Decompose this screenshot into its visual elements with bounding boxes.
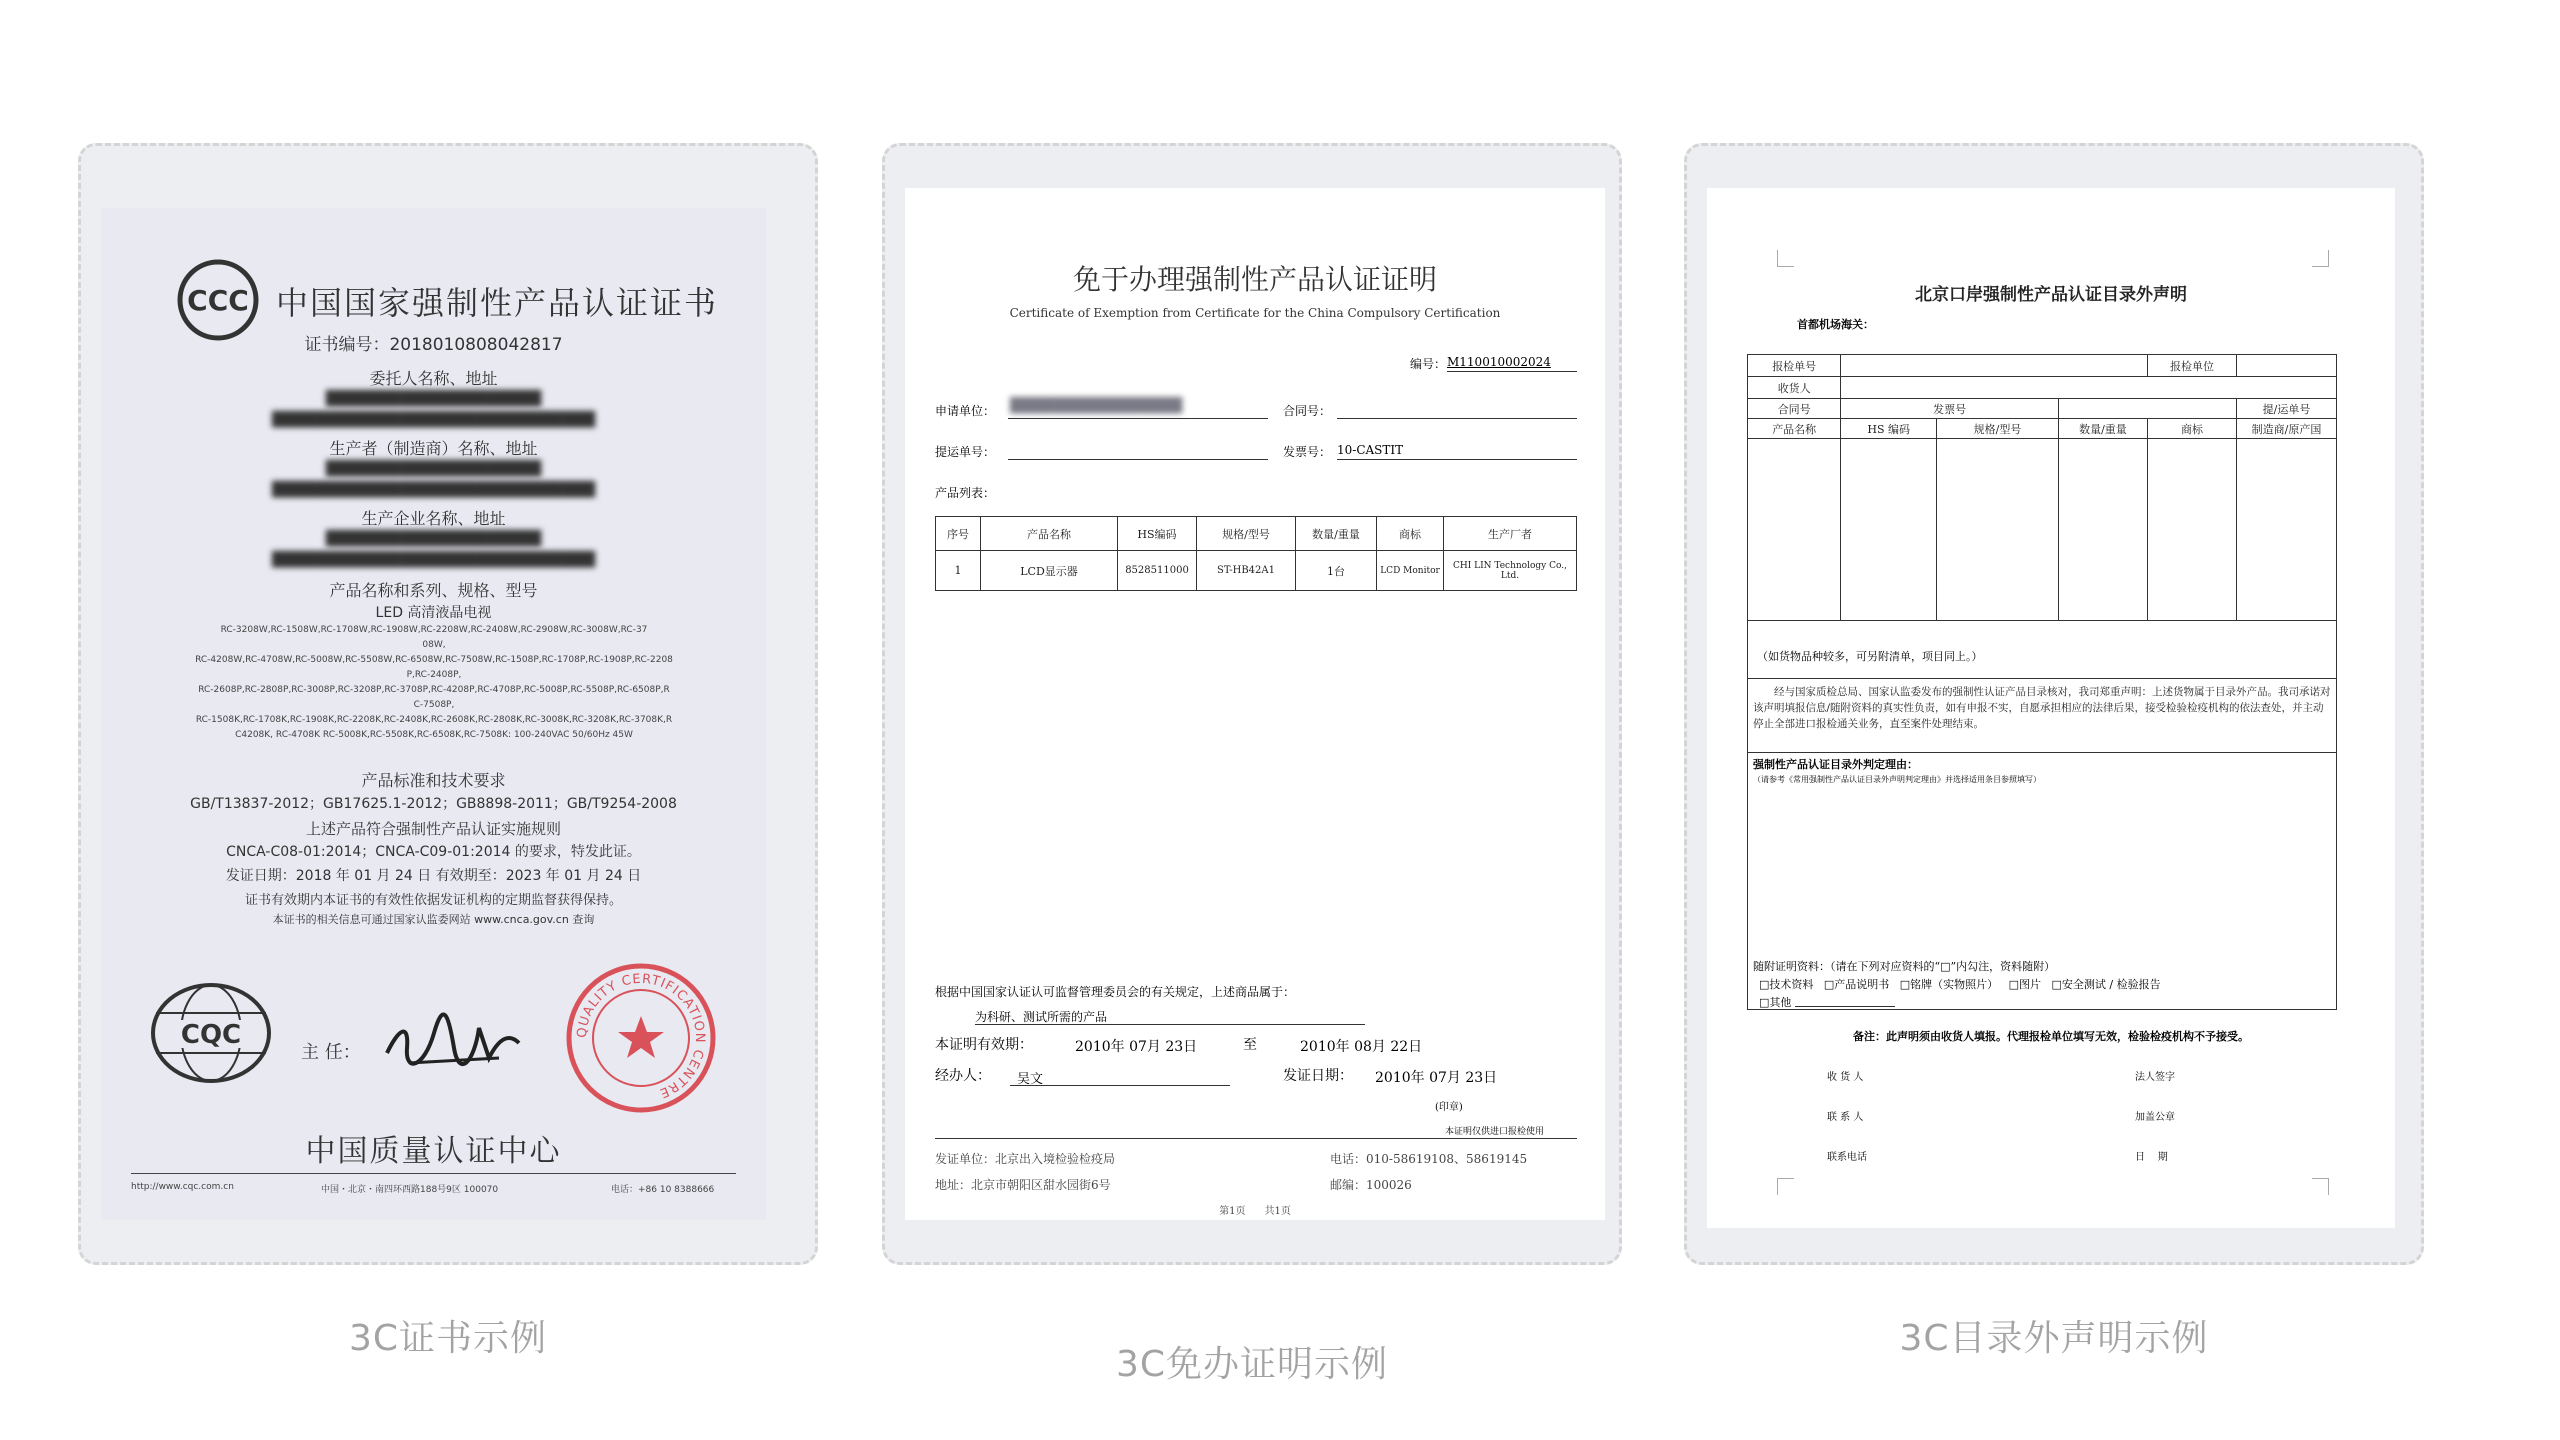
table-cell [1936, 439, 2058, 621]
declaration-text: 经与国家质检总局、国家认监委发布的强制性认证产品目录核对，我司郑重声明：上述货物属于目录外产品。我司承诺对该声明填报信息/随附资料的真实性负责，如有申报不实，自愿承担相应的法律后果，接受检验检疫机构的依法查处，并主动停止全部进口报检通关业务，直至案件处理结束。 [1753, 686, 2331, 730]
crop-mark [1777, 250, 1794, 267]
invoice-value: 10-CASTIT [1337, 443, 1404, 457]
product-models [169, 623, 699, 743]
blurred-applicant: ████████████████████ [325, 391, 542, 407]
table-cell [1841, 377, 2337, 399]
table-cell [2058, 439, 2147, 621]
sign-right-1: 法人签字 [2135, 1072, 2175, 1083]
attach-title: 随附证明资料：（请在下列对应资料的“□”内勾注，资料随附） [1753, 960, 2056, 973]
product-label: 产品名称和系列、规格、型号 [329, 581, 538, 600]
exemption-subtitle: Certificate of Exemption from Certificate for the China Compulsory Certification [1009, 306, 1501, 320]
standards: GB/T13837-2012；GB17625.1-2012；GB8898-2011；GB/T9254-2008 [190, 796, 677, 812]
section-rule [1747, 752, 2337, 753]
crop-mark [2312, 1178, 2329, 1195]
blurred-manufacturer-address: ██████████████████████████████ [272, 482, 595, 498]
table-cell: 收货人 [1748, 377, 1841, 399]
product-model-line: RC-1508K,RC-1708K,RC-1908K,RC-2208K,RC-2408K,RC-2608K,RC-2808K,RC-3008K,RC-3208K,RC-3708K,R [195, 715, 673, 725]
addressee: 首都机场海关： [1797, 318, 1874, 331]
table-cell: 报检单位 [2147, 355, 2236, 377]
basis-text: 根据中国国家认证认可监督管理委员会的有关规定，上述商品属于： [935, 985, 1296, 999]
attach-other-underline [1795, 1006, 1895, 1007]
table-row [1748, 355, 2337, 377]
table-header-cell: 商标 [1377, 517, 1444, 551]
table-header-cell: 序号 [936, 517, 981, 551]
caption-3c-declaration: 3C目录外声明示例 [1899, 1318, 2209, 1359]
table-header-cell: 生产厂者 [1444, 517, 1577, 551]
handler-value: 吴文 [1017, 1072, 1044, 1087]
attach-items: □技术资料 □产品说明书 □铭牌（实物照片） □图片 □安全测试 / 检验报告 [1759, 978, 2161, 991]
table-header-cell: 数量/重量 [1296, 517, 1377, 551]
invoice-underline [1337, 459, 1577, 460]
table-header-cell: 规格/型号 [1197, 517, 1296, 551]
footer-rule [131, 1173, 736, 1174]
blurred-manufacturer: ████████████████████ [325, 461, 542, 477]
reason-note: （请参考《常用强制性产品认证目录外声明判定理由》并选择适用条目参照填写） [1753, 775, 2041, 784]
serial-underline [1447, 371, 1577, 372]
product-list-label: 产品列表： [935, 486, 996, 500]
contract-underline [1337, 418, 1577, 419]
table-row [936, 551, 1577, 591]
table-row [1748, 399, 2337, 419]
table-cell: LCD显示器 [981, 551, 1118, 591]
table-header-row [936, 517, 1577, 551]
table-cell: 发票号 [1841, 399, 2059, 419]
handler-label: 经办人： [935, 1068, 991, 1084]
exemption-certificate-image [905, 188, 1605, 1220]
crop-mark [1777, 1178, 1794, 1195]
table-cell [2058, 399, 2236, 419]
example-card-3c-exemption [882, 143, 1622, 1265]
serial-value: M110010002024 [1447, 355, 1551, 369]
footer-address: 中国・北京・南四环西路188号9区 100070 [321, 1185, 499, 1195]
query-note: 本证书的相关信息可通过国家认监委网站 www.cnca.gov.cn 查询 [272, 913, 595, 926]
factory-label: 生产企业名称、地址 [361, 509, 506, 528]
sign-right-3: 日 期 [2135, 1152, 2168, 1163]
crop-mark [2312, 250, 2329, 267]
product-model-line: C4208K, RC-4708K RC-5008K,RC-5508K,RC-6508K,RC-7508K: 100-240VAC 50/60Hz 45W [235, 730, 633, 740]
table-header-cell: 规格/型号 [1936, 419, 2058, 439]
table-cell: 提/运单号 [2236, 399, 2336, 419]
table-cell: CHI LIN Technology Co., Ltd. [1444, 551, 1577, 591]
applicant-label: 申请单位： [935, 404, 996, 418]
svg-text:QUALITY CERTIFICATION CENTRE: QUALITY CERTIFICATION CENTRE [574, 971, 708, 1101]
table-header-cell: 制造商/原产国 [2236, 419, 2336, 439]
product-model-line: RC-3208W,RC-1508W,RC-1708W,RC-1908W,RC-2208W,RC-2408W,RC-2908W,RC-3008W,RC-37 [220, 625, 648, 635]
blurred-applicant: ████████████████ [1010, 398, 1183, 414]
exemption-title: 免于办理强制性产品认证证明 [1072, 263, 1437, 296]
valid-to: 2010年 08月 22日 [1300, 1039, 1423, 1055]
certificate-image [101, 208, 766, 1220]
valid-from: 2010年 07月 23日 [1075, 1039, 1198, 1055]
sign-left-1: 收 货 人 [1827, 1072, 1864, 1083]
contract-label: 合同号： [1283, 404, 1332, 418]
issuing-organization: 中国质量认证中心 [305, 1134, 562, 1169]
issuer-tel: 电话：010-58619108、58619145 [1330, 1152, 1528, 1166]
remark: 备注：此声明须由收货人填报。代理报检单位填写无效，检验检疫机构不予接受。 [1853, 1030, 2249, 1043]
table-cell [2236, 355, 2336, 377]
declaration-header-table [1747, 354, 2337, 621]
table-cell: ST-HB42A1 [1197, 551, 1296, 591]
table-cell [1748, 439, 1841, 621]
product-model-line: 08W, [422, 640, 446, 650]
validity-note: 证书有效期内本证书的有效性依据发证机构的定期监督获得保持。 [244, 893, 622, 908]
validity-label: 本证明有效期： [935, 1037, 1033, 1053]
reason-title: 强制性产品认证目录外判定理由： [1753, 758, 1918, 771]
red-seal-icon [561, 958, 721, 1118]
product-model-line: RC-4208W,RC-4708W,RC-5008W,RC-5508W,RC-6508W,RC-7508W,RC-1508P,RC-1708P,RC-1908P,RC-2208 [195, 655, 673, 665]
sign-left-3: 联系电话 [1827, 1152, 1867, 1163]
table-row [1748, 439, 2337, 621]
manufacturer-label: 生产者（制造商）名称、地址 [329, 439, 538, 458]
certificate-number: 证书编号：2018010808042817 [304, 335, 563, 355]
basis-value: 为科研、测试所需的产品 [975, 1010, 1108, 1024]
table-cell: 报检单号 [1748, 355, 1841, 377]
bl-label: 提运单号： [935, 445, 996, 459]
table-cell [2147, 439, 2236, 621]
product-name: LED 高清液晶电视 [375, 605, 492, 621]
page-info: 第1页 共1页 [1219, 1206, 1291, 1217]
svg-text:CQC: CQC [180, 1020, 242, 1050]
caption-3c-certificate: 3C证书示例 [348, 1318, 548, 1359]
declaration-image [1707, 188, 2395, 1228]
footer-phone: 电话：+86 10 8388666 [611, 1185, 715, 1195]
handler-underline [1010, 1085, 1230, 1086]
table-header-cell: 商标 [2147, 419, 2236, 439]
invoice-label: 发票号： [1283, 445, 1332, 459]
table-header-cell: HS 编码 [1841, 419, 1937, 439]
issuer-address: 地址：北京市朝阳区甜水园街6号 [935, 1178, 1111, 1192]
table-cell [2236, 439, 2336, 621]
stamp-label: (印章) [1435, 1102, 1463, 1113]
example-card-3c-declaration [1684, 143, 2424, 1265]
blurred-factory-address: ██████████████████████████████ [272, 552, 595, 568]
blurred-factory: ████████████████████ [325, 531, 542, 547]
issue-dates: 发证日期：2018 年 01 月 24 日 有效期至：2023 年 01 月 24 日 [225, 868, 642, 884]
issue-date-value: 2010年 07月 23日 [1375, 1070, 1498, 1086]
table-header-cell: 产品名称 [1748, 419, 1841, 439]
director-signature [379, 1008, 529, 1078]
product-model-line: C-7508P, [413, 700, 455, 710]
table-header-row [1748, 419, 2337, 439]
footer-rule [935, 1138, 1577, 1139]
table-header-cell: 数量/重量 [2058, 419, 2147, 439]
standard-label: 产品标准和技术要求 [361, 771, 506, 790]
rule-line-1: 上述产品符合强制性产品认证实施规则 [305, 820, 561, 838]
sign-left-2: 联 系 人 [1827, 1112, 1864, 1123]
table-cell [1841, 439, 1937, 621]
table-cell [1841, 355, 2148, 377]
director-label: 主 任： [301, 1042, 361, 1063]
table-header-cell: 产品名称 [981, 517, 1118, 551]
declaration-title: 北京口岸强制性产品认证目录外声明 [1915, 285, 2187, 305]
list-note: （如货物品种较多，可另附清单，项目同上。） [1757, 650, 1983, 663]
issuer-zip: 邮编：100026 [1330, 1178, 1412, 1192]
table-cell: 合同号 [1748, 399, 1841, 419]
svg-text:CCC: CCC [187, 284, 249, 317]
section-rule [1747, 678, 2337, 679]
blurred-applicant-address: ██████████████████████████████ [272, 412, 595, 428]
example-card-3c-certificate [78, 143, 818, 1265]
rule-line-2: CNCA-C08-01:2014；CNCA-C09-01:2014 的要求，特发此证。 [226, 844, 641, 860]
footer-website: http://www.cqc.com.cn [131, 1182, 234, 1192]
issuer: 发证单位：北京出入境检验检疫局 [935, 1152, 1116, 1166]
sign-right-2: 加盖公章 [2135, 1112, 2175, 1123]
applicant-label: 委托人名称、地址 [369, 369, 498, 388]
usage-note: 本证明仅供进口报检使用 [1445, 1127, 1545, 1137]
issue-date-label: 发证日期： [1283, 1068, 1353, 1084]
serial-label: 编号： [1410, 357, 1447, 371]
table-row [1748, 377, 2337, 399]
exemption-product-table [935, 516, 1577, 591]
table-cell: LCD Monitor [1377, 551, 1444, 591]
bl-underline [1008, 459, 1268, 460]
table-cell: 1台 [1296, 551, 1377, 591]
table-header-cell: HS编码 [1118, 517, 1197, 551]
basis-underline [975, 1024, 1365, 1025]
to-label: 至 [1243, 1037, 1257, 1053]
caption-3c-exemption: 3C免办证明示例 [1115, 1344, 1389, 1385]
table-cell: 8528511000 [1118, 551, 1197, 591]
product-model-line: P,RC-2408P, [406, 670, 462, 680]
table-cell: 1 [936, 551, 981, 591]
applicant-underline [1008, 418, 1268, 419]
attach-other: □其他 [1759, 996, 1792, 1009]
certificate-title: 中国国家强制性产品认证证书 [276, 284, 719, 322]
product-model-line: RC-2608P,RC-2808P,RC-3008P,RC-3208P,RC-3708P,RC-4208P,RC-4708P,RC-5008P,RC-5508P,RC-6508P,R [198, 685, 670, 695]
cqc-logo-icon [146, 978, 276, 1088]
